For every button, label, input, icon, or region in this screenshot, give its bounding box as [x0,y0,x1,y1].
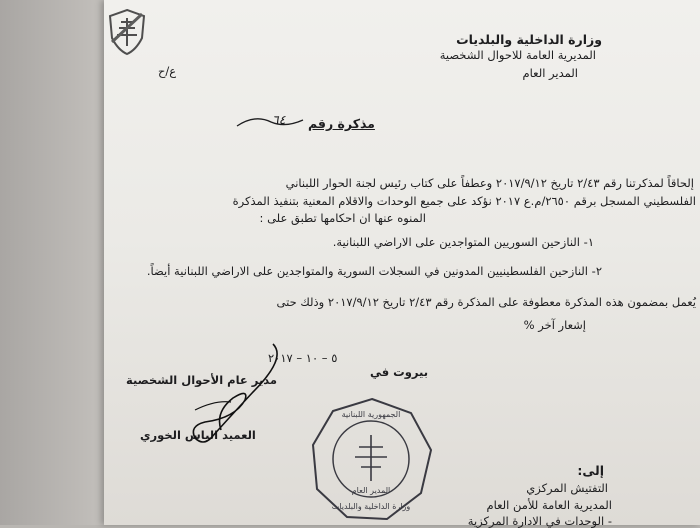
handwritten-stroke [235,112,305,132]
background-surface [0,0,110,525]
stamp-outer-text: الجمهورية اللبنانية [341,410,401,419]
ministry-name: وزارة الداخلية والبلديات [456,32,602,47]
signatory-title: مدير عام الأحوال الشخصية [126,373,278,387]
body-line-1: إلحاقاً لمذكرتنا رقم ٢/٤٣ تاريخ ٢٠١٧/٩/١٢ وعطفاً على كتاب رئيس لجنة الحوار اللبناني [285,176,694,190]
ministry-logo-icon [106,8,148,56]
body-line-2: الفلسطيني المسجل برقم ٢٦٥٠/م.ع ٢٠١٧ نؤكد على جميع الوحدات والاقلام المعنية بتنفيذ المذكرة [232,194,696,208]
svg-text:المدير العام [352,486,391,495]
svg-text:وزارة الداخلية والبلديات [332,502,411,511]
distribution-item-1: التفتيش المركزي [526,481,608,495]
list-item-1: ١- النازحين السوريين المتواجدين على الاراضي اللبنانية. [332,235,594,249]
official-stamp [307,395,437,525]
distribution-heading: إلى: [577,463,604,478]
svg-text:الجمهورية اللبنانية [342,410,401,419]
memo-label: مذكرة رقم [308,116,375,131]
distribution-item-3: - الوحدات في الادارة المركزية [467,514,612,528]
reference-code: ع/ح [158,64,177,78]
memo-number: ٦٤ [272,112,286,127]
directorate-name: المديرية العامة للاحوال الشخصية [439,48,596,62]
body-line-5: إشعار آخر % [523,318,586,332]
date-value: ٥ – ١٠ – ٢٠١٧ [268,351,338,365]
stamp-inner-text: المدير العام [351,486,391,495]
place-date-label: بيروت في [370,365,429,379]
body-line-4: يُعمل بمضمون هذه المذكرة معطوفة على المذكرة رقم ٢/٤٣ تاريخ ٢٠١٧/٩/١٢ وذلك حتى [276,295,696,309]
body-line-3: المنوه عنها ان احكامها تطبق على : [259,211,426,225]
stamp-bottom-text: وزارة الداخلية والبلديات [331,502,411,511]
signatory-name: العميد الياس الخوري [140,428,256,442]
director-title: المدير العام [522,66,578,80]
handwritten-signature [175,340,315,450]
distribution-item-2: المديرية العامة للأمن العام [486,498,612,512]
list-item-2: ٢- النازحين الفلسطينيين المدونين في السجلات السورية والمتواجدين على الاراضي اللبنانية أيضاً. [146,264,602,278]
